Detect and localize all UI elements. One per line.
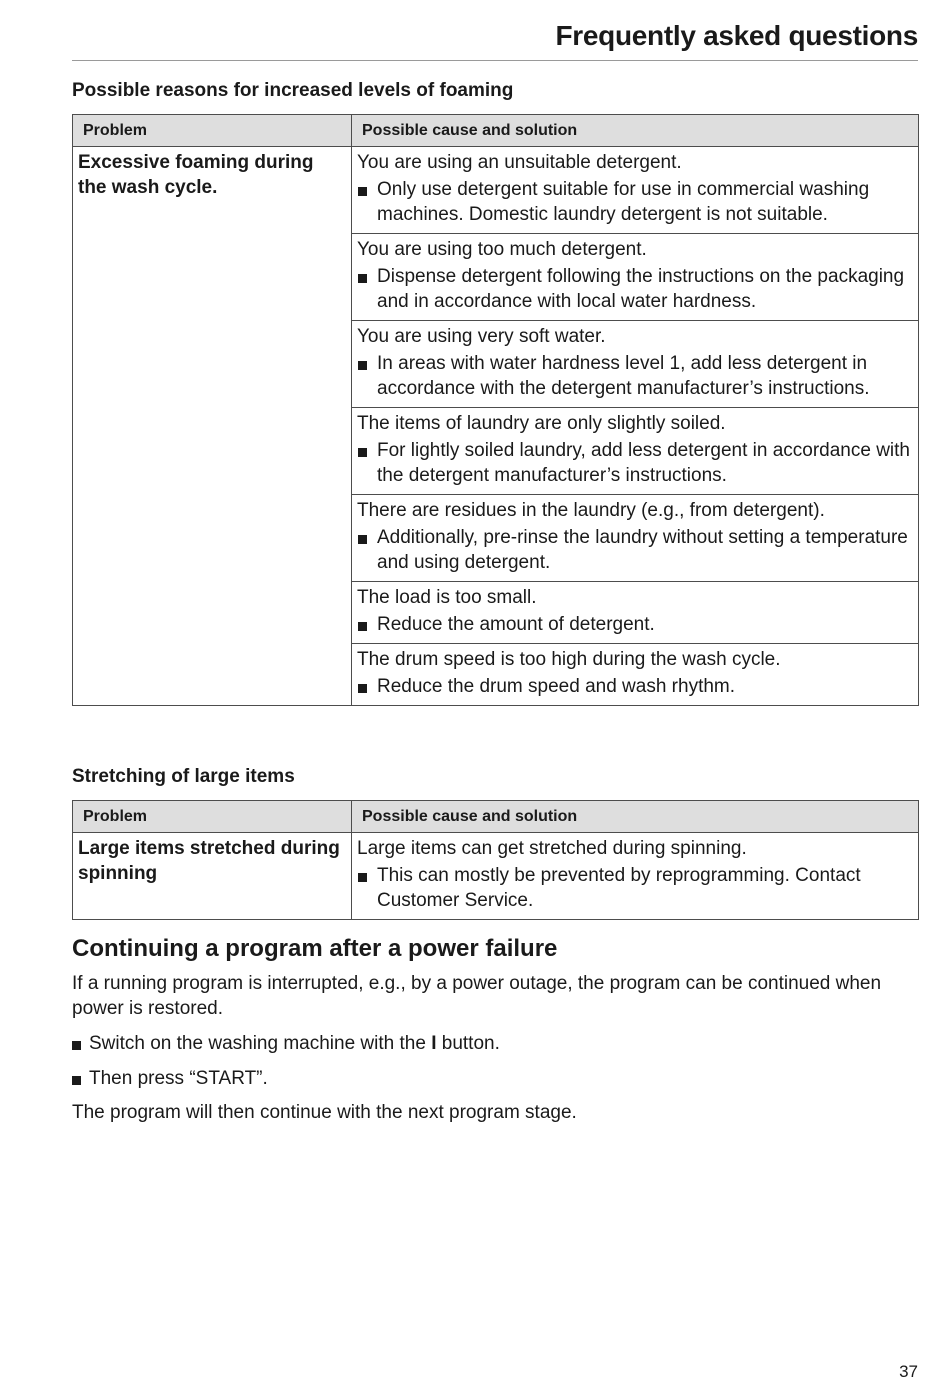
- power-failure-outro: The program will then continue with the next program stage.: [72, 1102, 577, 1123]
- step-text: Then press “START”.: [89, 1068, 268, 1089]
- step-text: Switch on the washing machine with the: [89, 1033, 426, 1054]
- column-header-problem: Problem: [73, 115, 352, 147]
- page-header-title: Frequently asked questions: [555, 20, 918, 51]
- cause-text: Large items can get stretched during spinning.: [357, 838, 747, 859]
- solution-text: Dispense detergent following the instructions on the packaging and in accordance with local water hardness.: [377, 266, 905, 312]
- cause-cell: [352, 408, 919, 495]
- bullet-square-icon: [358, 873, 367, 882]
- bullet-square-icon: [358, 684, 367, 693]
- foaming-table: [72, 114, 919, 706]
- stretching-section-heading: Stretching of large items: [72, 766, 295, 787]
- problem-cell: Large items stretched during spinning: [73, 833, 352, 920]
- solution-text: Only use detergent suitable for use in commercial washing machines. Domestic laundry detergent is not suitable.: [377, 179, 870, 225]
- bullet-square-icon: [358, 274, 367, 283]
- cause-cell: [352, 321, 919, 408]
- solution-text: This can mostly be prevented by reprogramming. Contact Customer Service.: [377, 865, 861, 911]
- bullet-square-icon: [358, 448, 367, 457]
- column-header-cause: Possible cause and solution: [352, 801, 919, 833]
- bullet-square-icon: [72, 1041, 81, 1050]
- header-rule: [72, 60, 918, 61]
- solution-text: In areas with water hardness level 1, add less detergent in accordance with the detergent manufacturer’s instructions.: [377, 353, 870, 399]
- column-header-cause: Possible cause and solution: [352, 115, 919, 147]
- cause-text: There are residues in the laundry (e.g., from detergent).: [357, 500, 825, 521]
- step-press-start: [72, 1066, 268, 1091]
- step-switch-on: [72, 1031, 500, 1056]
- solution-text: Reduce the drum speed and wash rhythm.: [377, 676, 736, 697]
- bullet-square-icon: [358, 361, 367, 370]
- solution-text: For lightly soiled laundry, add less detergent in accordance with the detergent manufacturer’s instructions.: [377, 440, 910, 486]
- solution-text: Reduce the amount of detergent.: [377, 614, 655, 635]
- page-number: 37: [899, 1362, 918, 1381]
- problem-cell: Excessive foaming during the wash cycle.: [73, 147, 352, 706]
- cause-text: The drum speed is too high during the wash cycle.: [357, 649, 781, 670]
- cause-text: You are using an unsuitable detergent.: [357, 152, 682, 173]
- power-failure-heading: Continuing a program after a power failure: [72, 935, 558, 962]
- cause-cell: [352, 234, 919, 321]
- stretching-table: [72, 800, 919, 920]
- bullet-square-icon: [72, 1076, 81, 1085]
- cause-cell: [352, 147, 919, 234]
- foaming-section-heading: Possible reasons for increased levels of foaming: [72, 80, 514, 101]
- cause-text: You are using very soft water.: [357, 326, 606, 347]
- bullet-square-icon: [358, 622, 367, 631]
- cause-text: You are using too much detergent.: [357, 239, 647, 260]
- column-header-problem: Problem: [73, 801, 352, 833]
- bullet-square-icon: [358, 535, 367, 544]
- table-header-row: [73, 801, 919, 833]
- power-failure-intro: If a running program is interrupted, e.g., by a power outage, the program can be continued when power is restored.: [72, 973, 882, 1019]
- cause-cell: [352, 644, 919, 706]
- cause-text: The items of laundry are only slightly soiled.: [357, 413, 726, 434]
- cause-cell: [352, 833, 919, 920]
- table-row: [73, 147, 919, 234]
- bullet-square-icon: [358, 187, 367, 196]
- cause-text: The load is too small.: [357, 587, 537, 608]
- table-header-row: [73, 115, 919, 147]
- cause-cell: [352, 582, 919, 644]
- table-row: [73, 833, 919, 920]
- solution-text: Additionally, pre-rinse the laundry without setting a temperature and using detergent.: [377, 527, 908, 573]
- cause-cell: [352, 495, 919, 582]
- power-button-symbol: I: [431, 1033, 437, 1054]
- step-text: button.: [441, 1033, 500, 1054]
